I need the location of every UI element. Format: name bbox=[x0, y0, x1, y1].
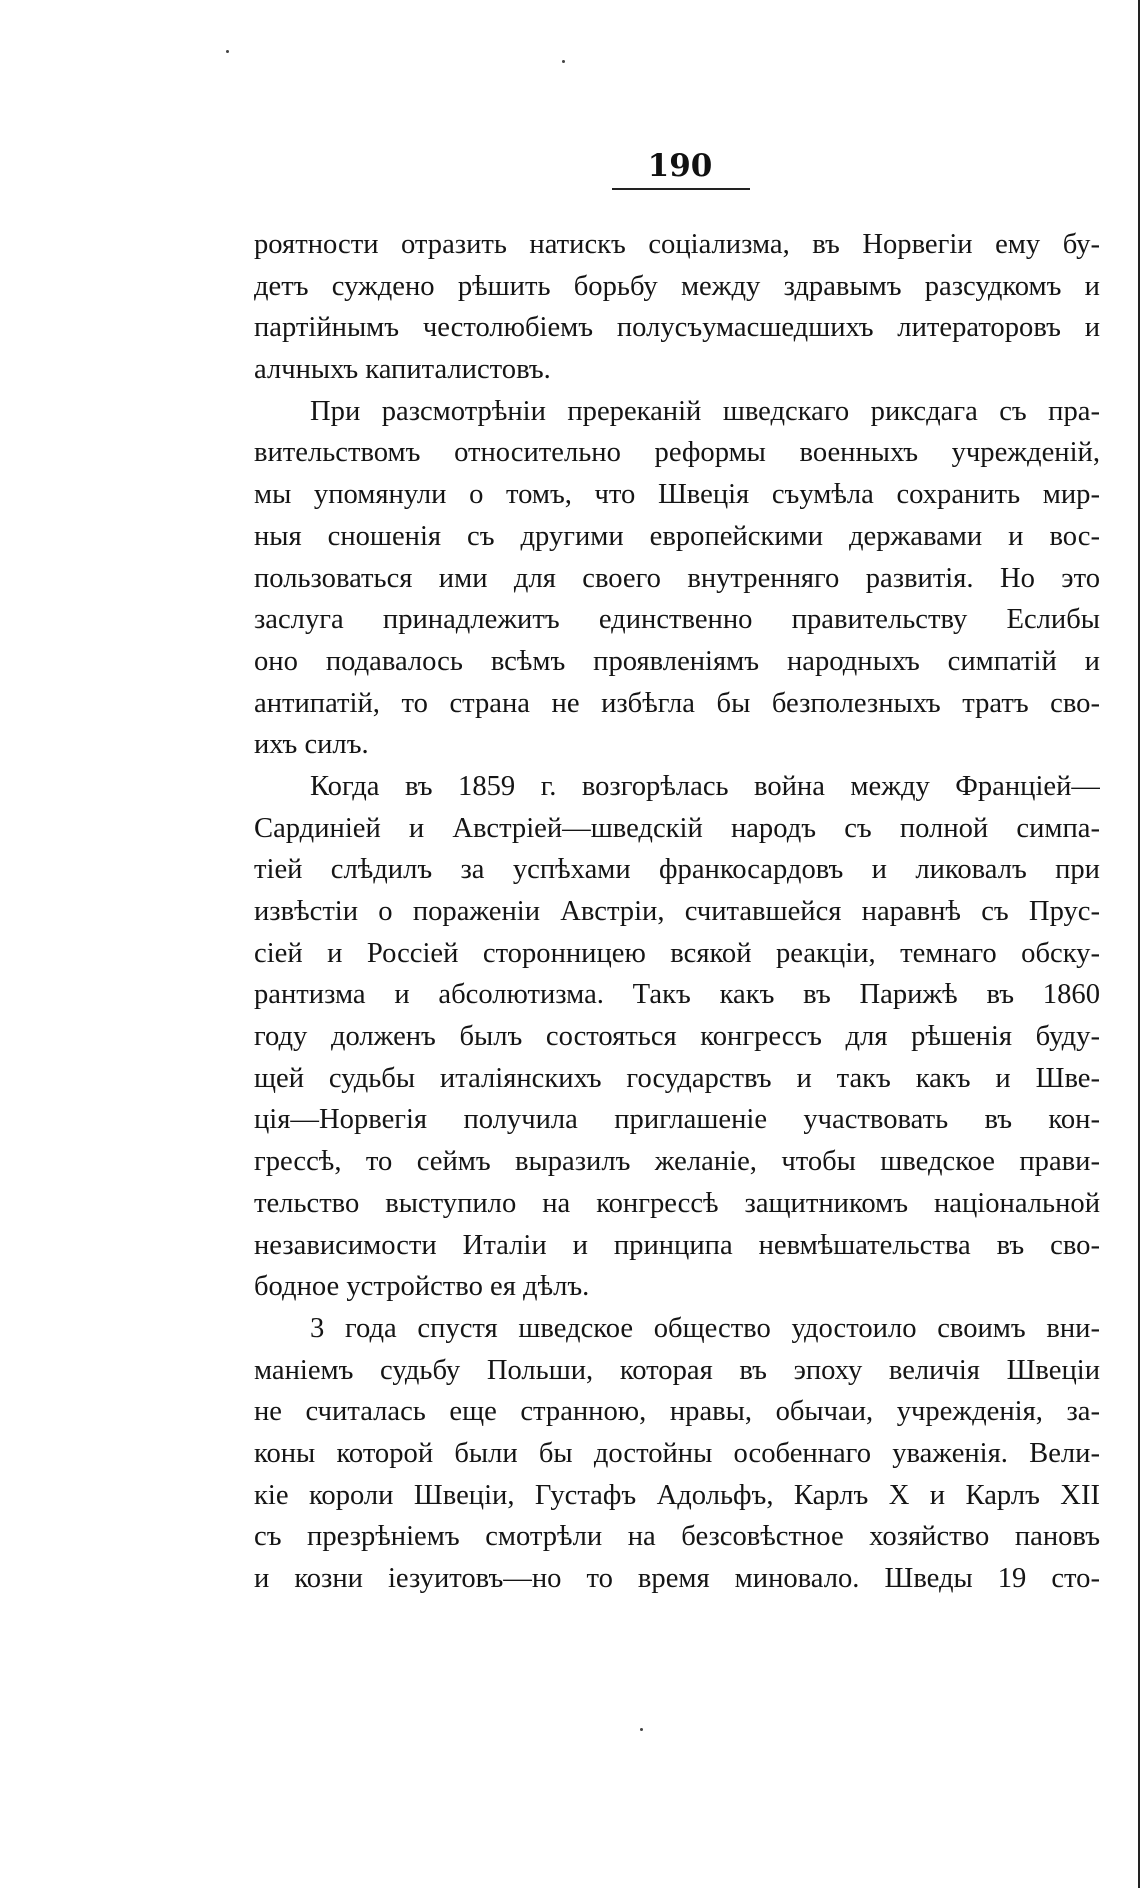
text-line: кіе короли Швеціи, Густафъ Адольфъ, Карлъ X и Карлъ XII bbox=[254, 1479, 1100, 1511]
text-line: не считалась еще странною, нравы, обычаи, учрежденія, за- bbox=[254, 1396, 1100, 1428]
text-line: съ презрѣніемъ смотрѣли на безсовѣстное хозяйство пановъ bbox=[254, 1521, 1100, 1553]
text-line: маніемъ судьбу Польши, которая въ эпоху величія Швеціи bbox=[254, 1354, 1100, 1386]
text-line: извѣстіи о пораженіи Австріи, считавшейся наравнѣ съ Прус- bbox=[254, 896, 1100, 927]
text-line: бодное устройство ея дѣлъ. bbox=[254, 1271, 590, 1303]
paragraph-4 bbox=[254, 1308, 1100, 1600]
text-line: и козни іезуитовъ—но то время миновало. Шведы 19 сто- bbox=[254, 1563, 1100, 1594]
paragraph-3 bbox=[254, 766, 1100, 1308]
paragraph-1 bbox=[254, 224, 1100, 391]
print-speck bbox=[562, 60, 565, 63]
text-line: ихъ силъ. bbox=[254, 729, 369, 761]
text-line: 3 года спустя шведское общество удостоило своимъ вни- bbox=[310, 1312, 1100, 1344]
text-line: Когда въ 1859 г. возгорѣлась война между Франціей— bbox=[310, 770, 1100, 802]
print-speck bbox=[640, 1728, 643, 1731]
text-line: щей судьбы италіянскихъ государствъ и такъ какъ и Шве- bbox=[254, 1062, 1100, 1094]
text-line: оно подавалось всѣмъ проявленіямъ народныхъ симпатій и bbox=[254, 645, 1100, 677]
text-line: алчныхъ капиталистовъ. bbox=[254, 354, 551, 386]
text-line: партійнымъ честолюбіемъ полусъумасшедшихъ литераторовъ и bbox=[254, 312, 1100, 344]
page-number: 190 bbox=[647, 148, 713, 184]
paragraph-2 bbox=[254, 391, 1100, 766]
body-text bbox=[254, 224, 1100, 1600]
text-line: тельство выступило на конгрессѣ защитникомъ національной bbox=[254, 1187, 1100, 1219]
text-line: При разсмотрѣніи пререканій шведскаго риксдага съ пра- bbox=[310, 395, 1100, 427]
text-line: детъ суждено рѣшить борьбу между здравымъ разсудкомъ и bbox=[254, 270, 1100, 302]
text-line: антипатій, то страна не избѣгла бы безполезныхъ тратъ сво- bbox=[254, 687, 1100, 719]
page-number-rule bbox=[612, 188, 750, 190]
print-speck bbox=[226, 50, 229, 53]
text-line: ныя сношенія съ другими европейскими державами и вос- bbox=[254, 520, 1100, 552]
text-line: грессѣ, то сеймъ выразилъ желаніе, чтобы шведское прави- bbox=[254, 1146, 1100, 1178]
text-line: Сардиніей и Австріей—шведскій народъ съ полной симпа- bbox=[254, 812, 1100, 844]
text-line: вительствомъ относительно реформы военныхъ учрежденій, bbox=[254, 437, 1100, 469]
text-line: мы упомянули о томъ, что Швеція съумѣла сохранить мир- bbox=[254, 479, 1100, 511]
text-line: году долженъ былъ состояться конгрессъ для рѣшенія буду- bbox=[254, 1021, 1100, 1053]
text-line: заслуга принадлежитъ единственно правительству Еслибы bbox=[254, 604, 1100, 636]
text-line: тіей слѣдилъ за успѣхами франкосардовъ и ликовалъ при bbox=[254, 854, 1100, 886]
text-line: роятности отразить натискъ соціализма, въ Норвегіи ему бу- bbox=[254, 229, 1100, 260]
text-line: ція—Норвегія получила приглашеніе участвовать въ кон- bbox=[254, 1104, 1100, 1136]
text-line: коны которой были бы достойны особеннаго уваженія. Вели- bbox=[254, 1437, 1100, 1469]
text-line: пользоваться ими для своего внутренняго развитія. Но это bbox=[254, 562, 1100, 594]
text-line: сіей и Россіей сторонницею всякой реакціи, темнаго обску- bbox=[254, 937, 1100, 969]
text-line: независимости Италіи и принципа невмѣшательства въ сво- bbox=[254, 1229, 1100, 1261]
text-line: рантизма и абсолютизма. Такъ какъ въ Парижѣ въ 1860 bbox=[254, 979, 1100, 1011]
